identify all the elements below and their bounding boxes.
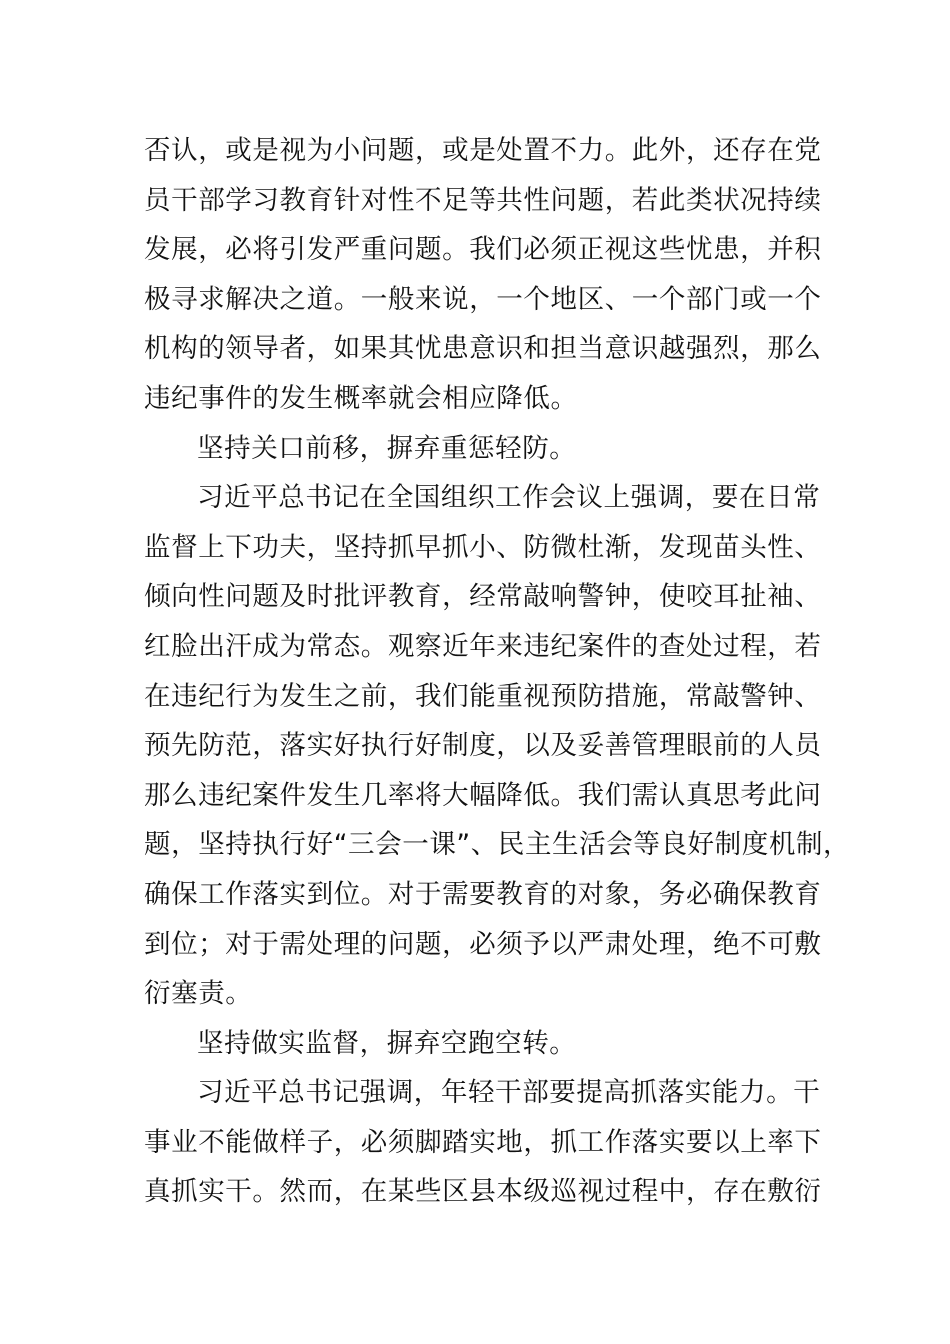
text-line: 监督上下功夫，坚持抓早抓小、防微杜渐，发现苗头性、 [144, 531, 822, 563]
text-line: 极寻求解决之道。一般来说，一个地区、一个部门或一个 [144, 283, 822, 315]
text-line: 真抓实干。然而，在某些区县本级巡视过程中，存在敷衍 [144, 1176, 822, 1208]
text-line: 红脸出汗成为常态。观察近年来违纪案件的查处过程，若 [144, 630, 822, 662]
heading-line: 坚持关口前移，摒弃重惩轻防。 [197, 432, 577, 464]
text-line: 那么违纪案件发生几率将大幅降低。我们需认真思考此问 [144, 779, 822, 811]
text-line: 员干部学习教育针对性不足等共性问题，若此类状况持续 [144, 184, 822, 216]
text-line: 否认，或是视为小问题，或是处置不力。此外，还存在党 [144, 135, 822, 166]
document-body [144, 126, 851, 1217]
text-line: 确保工作落实到位。对于需要教育的对象，务必确保教育 [144, 878, 822, 910]
text-line: 习近平总书记强调，年轻干部要提高抓落实能力。干 [197, 1077, 821, 1109]
text-line: 机构的领导者，如果其忧患意识和担当意识越强烈，那么 [144, 333, 822, 365]
paragraph-supervision-body [144, 1068, 822, 1217]
text-line: 发展，必将引发严重问题。我们必须正视这些忧患，并积 [144, 234, 822, 266]
text-line: 习近平总书记在全国组织工作会议上强调，要在日常 [197, 482, 821, 514]
text-line: 在违纪行为发生之前，我们能重视预防措施，常敲警钟、 [144, 680, 822, 712]
text-line: 题，坚持执行好“三会一课”、民主生活会等良好制度机制， [144, 829, 851, 861]
paragraph-continued [144, 126, 822, 424]
section-heading-prevention [144, 424, 806, 474]
text-line: 违纪事件的发生概率就会相应降低。 [144, 382, 578, 414]
heading-line: 坚持做实监督，摒弃空跑空转。 [197, 1027, 577, 1059]
text-line: 衍塞责。 [144, 978, 253, 1010]
text-line: 预先防范，落实好执行好制度，以及妥善管理眼前的人员 [144, 730, 822, 762]
paragraph-prevention-body [144, 473, 851, 1019]
text-line: 倾向性问题及时批评教育，经常敲响警钟，使咬耳扯袖、 [144, 581, 822, 613]
section-heading-supervision [144, 1019, 806, 1069]
text-line: 到位；对于需处理的问题，必须予以严肃处理，绝不可敷 [144, 928, 822, 960]
text-line: 事业不能做样子，必须脚踏实地，抓工作落实要以上率下 [144, 1126, 822, 1158]
